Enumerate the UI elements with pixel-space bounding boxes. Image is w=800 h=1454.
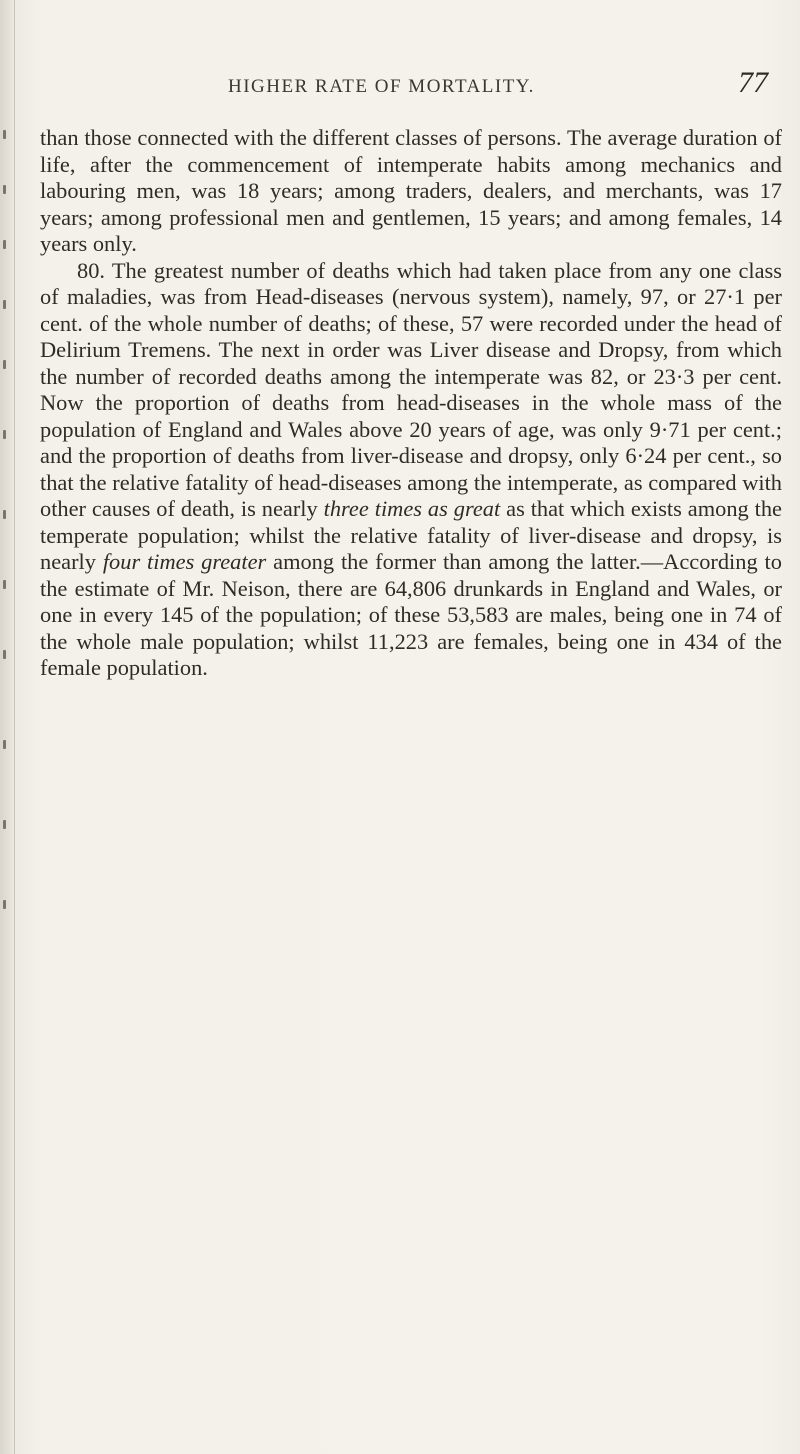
- gutter-mark: [3, 240, 6, 249]
- paragraph-80-text-c: among the former than among the latter.—According to the estimate of Mr. Neison, there are 64,806 drunkards in England and Wales, or one in every 145 of the population; of these 53,583 are males, being one in 74 of the whole male population; whilst 11,223 are females, being one in 434 of the female population.: [40, 549, 782, 680]
- gutter-mark: [3, 740, 6, 749]
- page-number: 77: [738, 66, 768, 99]
- gutter-mark: [3, 430, 6, 439]
- gutter-mark: [3, 360, 6, 369]
- emphasis-four-times: four times greater: [102, 549, 267, 574]
- gutter-mark: [3, 820, 6, 829]
- running-head: HIGHER RATE OF MORTALITY.: [228, 76, 535, 97]
- page-body: [40, 125, 782, 682]
- paragraph-80: [40, 258, 782, 682]
- page-header: [228, 66, 788, 106]
- gutter-mark: [3, 185, 6, 194]
- gutter-shadow-line: [14, 0, 15, 1454]
- gutter-mark: [3, 300, 6, 309]
- gutter-mark: [3, 650, 6, 659]
- binding-gutter: [0, 0, 14, 1454]
- gutter-mark: [3, 510, 6, 519]
- paragraph-80-text-b: as that which exists among the temperate population; whilst the relative fatality of liver-disease and dropsy, is nearly: [40, 496, 782, 574]
- paragraph-continued: than those connected with the different classes of persons. The average duration of life, after the commencement of intemperate habits among mechanics and labouring men, was 18 years; among traders, dealers, and merchants, was 17 years; among professional men and gentlemen, 15 years; and among females, 14 years only.: [40, 125, 782, 256]
- emphasis-three-times: three times as great: [323, 496, 501, 521]
- gutter-mark: [3, 580, 6, 589]
- gutter-mark: [3, 130, 6, 139]
- gutter-mark: [3, 900, 6, 909]
- paragraph-80-text-a: 80. The greatest number of deaths which had taken place from any one class of maladies, was from Head-diseases (nervous system), namely, 97, or 27·1 per cent. of the whole number of deaths; of these, 57 were recorded under the head of Delirium Tremens. The next in order was Liver disease and Dropsy, from which the number of recorded deaths among the intemperate was 82, or 23·3 per cent. Now the proportion of deaths from head-diseases in the whole mass of the population of England and Wales above 20 years of age, was only 9·71 per cent.; and the proportion of deaths from liver-disease and dropsy, only 6·24 per cent., so that the relative fatality of head-diseases among the intemperate, as compared with other causes of death, is nearly: [40, 257, 782, 521]
